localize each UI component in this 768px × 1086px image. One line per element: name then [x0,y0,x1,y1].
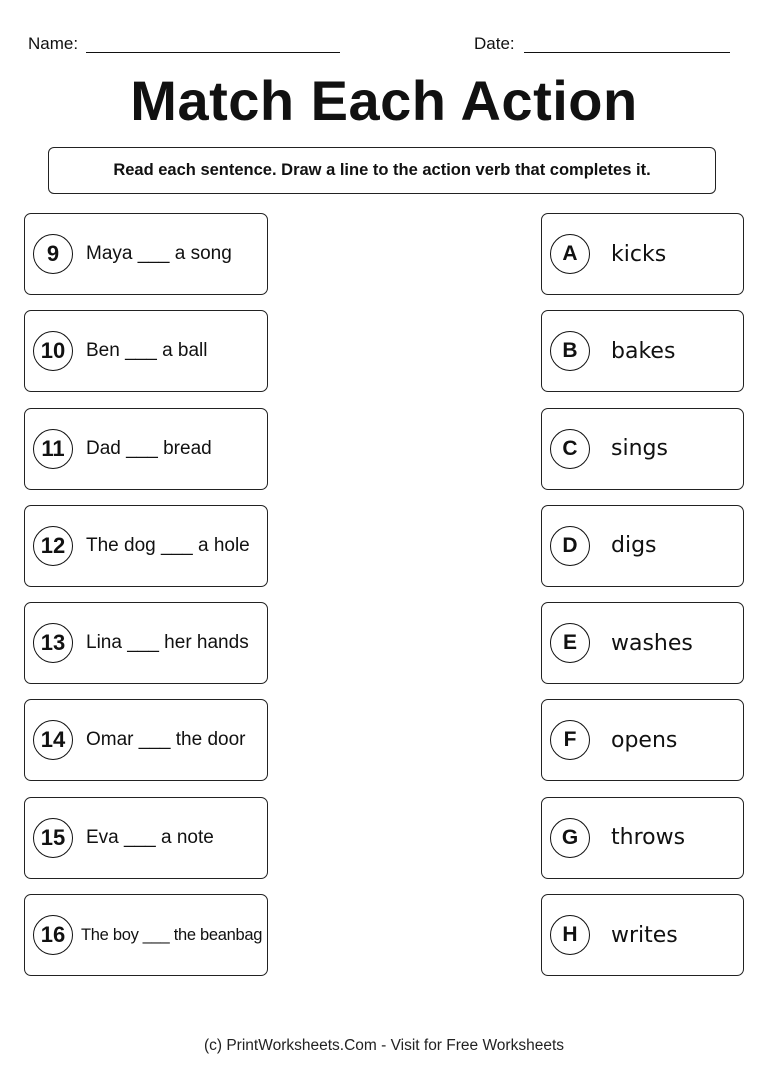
verb-text: bakes [611,338,676,364]
verb-letter-badge: D [550,526,590,566]
sentence-text: Lina ___ her hands [86,632,249,654]
verb-card-g[interactable] [541,797,744,879]
sentence-number-badge: 11 [33,429,73,469]
sentence-card-13[interactable] [24,602,268,684]
verb-card-f[interactable] [541,699,744,781]
sentence-text: Eva ___ a note [86,826,214,848]
verb-card-h[interactable] [541,894,744,976]
sentence-card-16[interactable] [24,894,268,976]
verb-letter-badge: C [550,429,590,469]
sentence-number-badge: 12 [33,526,73,566]
sentence-text: Dad ___ bread [86,437,212,459]
verb-letter-badge: A [550,234,590,274]
sentence-card-10[interactable] [24,310,268,392]
verb-letter-badge: H [550,915,590,955]
verb-text: sings [611,436,668,462]
verb-letter-badge: E [550,623,590,663]
date-label: Date: [474,34,515,53]
verb-letter-badge: F [550,720,590,760]
verb-letter-badge: B [550,331,590,371]
page-title: Match Each Action [130,69,638,132]
name-label: Name: [28,34,79,53]
name-field[interactable] [86,52,340,53]
verb-card-a[interactable] [541,213,744,295]
footer-credit: (c) PrintWorksheets.Com - Visit for Free Worksheets [203,1037,565,1054]
sentence-text: The boy ___ the beanbag [81,925,263,944]
sentence-number-badge: 10 [33,331,73,371]
sentence-card-14[interactable] [24,699,268,781]
sentence-number-badge: 16 [33,915,73,955]
sentence-card-12[interactable] [24,505,268,587]
sentence-number-badge: 9 [33,234,73,274]
verb-text: digs [611,533,657,559]
verb-card-d[interactable] [541,505,744,587]
sentence-number-badge: 15 [33,818,73,858]
sentence-text: Maya ___ a song [86,243,232,264]
verb-text: washes [611,630,693,656]
verb-text: throws [611,825,686,851]
instructions-box [48,147,716,194]
sentence-number-badge: 13 [33,623,73,663]
verb-column [541,213,744,991]
sentence-card-9[interactable] [24,213,268,295]
verb-card-b[interactable] [541,310,744,392]
sentence-card-11[interactable] [24,408,268,490]
sentence-column [24,213,268,991]
sentence-text: Omar ___ the door [86,729,246,751]
sentence-text: The dog ___ a hole [86,534,250,556]
verb-text: opens [611,727,678,753]
header-row [28,30,730,60]
sentence-number-badge: 14 [33,720,73,760]
sentence-card-15[interactable] [24,797,268,879]
verb-text: writes [611,922,678,948]
verb-card-c[interactable] [541,408,744,490]
date-field[interactable] [524,52,730,53]
verb-card-e[interactable] [541,602,744,684]
instructions-text: Read each sentence. Draw a line to the action verb that completes it. [113,161,651,179]
verb-letter-badge: G [550,818,590,858]
verb-text: kicks [611,241,667,267]
sentence-text: Ben ___ a ball [86,340,208,362]
